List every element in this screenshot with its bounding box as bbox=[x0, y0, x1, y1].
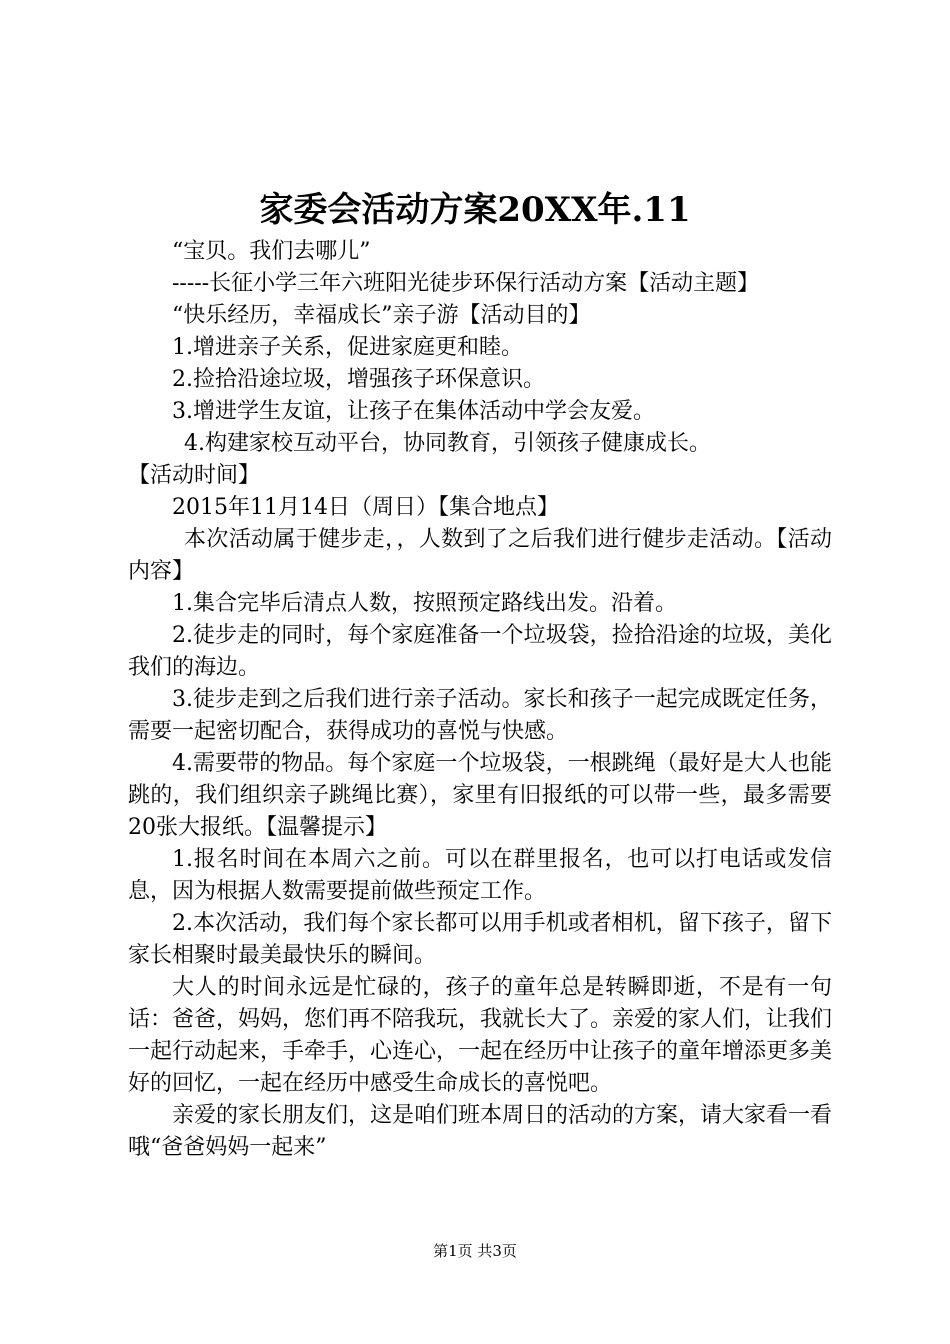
paragraph-purpose-2: 2.捡拾沿途垃圾，增强孩子环保意识。 bbox=[172, 367, 545, 392]
paragraph-subtitle: “宝贝。我们去哪儿” bbox=[172, 239, 371, 264]
paragraph-content-3: 3.徒步走到之后我们进行亲子活动。家长和孩子一起完成既定任务，需要一起密切配合，获得成功的喜悦与快感。 bbox=[128, 687, 832, 744]
paragraph-time-heading: 【活动时间】 bbox=[128, 463, 261, 488]
page-number: 第1页 共3页 bbox=[433, 1242, 517, 1260]
paragraph-purpose-1: 1.增进亲子关系，促进家庭更和睦。 bbox=[172, 335, 523, 360]
paragraph-content-4: 4.需要带的物品。每个家庭一个垃圾袋，一根跳绳（最好是大人也能跳的，我们组织亲子跳绳比赛），家里有旧报纸的可以带一些，最多需要20张大报纸。【温馨提示】 bbox=[128, 751, 832, 840]
paragraph-content-2: 2.徒步走的同时，每个家庭准备一个垃圾袋，捡拾沿途的垃圾，美化我们的海边。 bbox=[128, 623, 832, 680]
paragraph-purpose-3: 3.增进学生友谊，让孩子在集体活动中学会友爱。 bbox=[172, 399, 655, 424]
paragraph-date: 2015年11月14日（周日）【集合地点】 bbox=[172, 495, 559, 520]
paragraph-purpose-4: 4.构建家校互动平台，协同教育，引领孩子健康成长。 bbox=[184, 431, 711, 456]
paragraph-tip-2: 2.本次活动，我们每个家长都可以用手机或者相机，留下孩子，留下家长相聚时最美最快乐的瞬间。 bbox=[128, 911, 832, 968]
paragraph-closing: 大人的时间永远是忙碌的，孩子的童年总是转瞬即逝，不是有一句话：爸爸，妈妈，您们再不陪我玩，我就长大了。亲爱的家人们，让我们一起行动起来，手牵手，心连心，一起在经历中让孩子的童年增添更多美好的回忆，一起在经历中感受生命成长的喜悦吧。 bbox=[128, 975, 833, 1096]
paragraph-content-1: 1.集合完毕后清点人数，按照预定路线出发。沿着。 bbox=[172, 591, 677, 616]
paragraph-invitation: 亲爱的家长朋友们，这是咱们班本周日的活动的方案，请大家看一看哦“爸爸妈妈一起来” bbox=[128, 1103, 833, 1160]
paragraph-location: 本次活动属于健步走，，人数到了之后我们进行健步走活动。【活动内容】 bbox=[128, 527, 832, 584]
paragraph-theme: “快乐经历，幸福成长”亲子游【活动目的】 bbox=[172, 303, 591, 328]
document-body bbox=[128, 236, 832, 1164]
paragraph-plan-heading: -----长征小学三年六班阳光徒步环保行活动方案【活动主题】 bbox=[172, 271, 760, 296]
paragraph-tip-1: 1.报名时间在本周六之前。可以在群里报名，也可以打电话或发信息，因为根据人数需要提前做些预定工作。 bbox=[128, 847, 832, 904]
page-title: 家委会活动方案20XX年.11 bbox=[259, 190, 691, 230]
